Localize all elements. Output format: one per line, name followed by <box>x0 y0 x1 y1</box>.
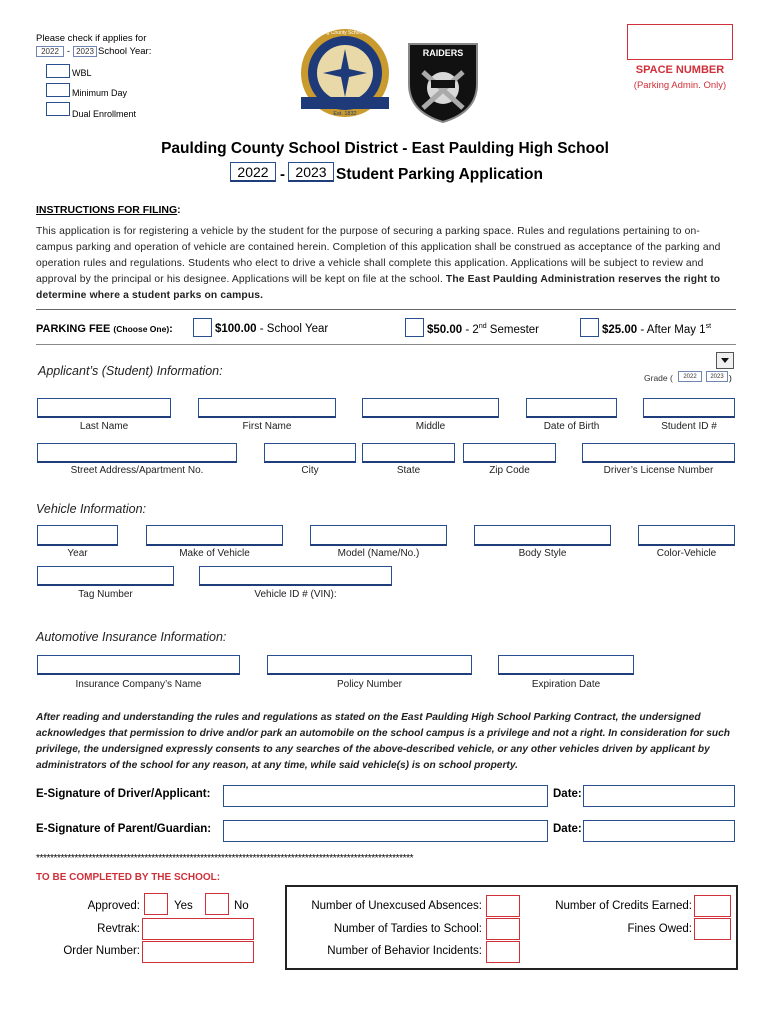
grade-dropdown[interactable] <box>716 352 734 369</box>
middle-name-field[interactable] <box>362 398 499 418</box>
tardies-field[interactable] <box>486 918 520 940</box>
state-field[interactable] <box>362 443 455 463</box>
first-name-field[interactable] <box>198 398 336 418</box>
driver-date-field[interactable] <box>583 785 735 807</box>
approved-no-checkbox[interactable] <box>205 893 229 915</box>
school-year-checks <box>36 33 216 123</box>
title-year-sep: - <box>280 166 285 183</box>
title-subtitle: Student Parking Application <box>336 166 543 183</box>
fee-option-2 <box>427 323 539 336</box>
fines-field[interactable] <box>694 918 731 940</box>
absences-field[interactable] <box>486 895 520 917</box>
middle-label: Middle <box>415 421 446 432</box>
drivers-license-field[interactable] <box>582 443 735 463</box>
city-label: City <box>301 465 319 476</box>
zip-code-field[interactable] <box>463 443 556 463</box>
policy-number-label: Policy Number <box>336 679 403 690</box>
wbl-label: WBL <box>72 68 92 78</box>
insurance-company-label: Insurance Company’s Name <box>75 679 202 690</box>
absences-label: Number of Unexcused Absences: <box>311 900 482 912</box>
street-address-label: Street Address/Apartment No. <box>70 465 204 476</box>
expiration-date-field[interactable] <box>498 655 634 675</box>
title-year-start-field[interactable]: 2022 <box>230 162 276 182</box>
body-style-field[interactable] <box>474 525 611 546</box>
instructions-body <box>36 224 736 304</box>
first-name-label: First Name <box>242 421 292 432</box>
divider-line-1 <box>36 309 736 310</box>
vehicle-model-label: Model (Name/No.) <box>337 548 420 559</box>
minimum-day-label: Minimum Day <box>72 88 128 98</box>
grade-year-2[interactable]: 2023 <box>706 371 728 382</box>
instructions-bold-text: The East Paulding Administration reserves the right to determine where a student parks on campus. <box>36 274 721 301</box>
last-name-field[interactable] <box>37 398 171 418</box>
behavior-field[interactable] <box>486 941 520 963</box>
grade-label-text: Grade ( <box>644 373 673 383</box>
student-id-label: Student ID # <box>661 421 717 432</box>
tag-number-field[interactable] <box>37 566 174 586</box>
vehicle-year-field[interactable] <box>37 525 118 546</box>
fee-1-text: - School Year <box>256 323 329 335</box>
space-number-field[interactable] <box>627 24 733 60</box>
vehicle-year-label: Year <box>67 548 88 559</box>
parent-date-label: Date: <box>553 823 582 835</box>
year-end-field[interactable]: 2023 <box>73 46 97 57</box>
tardies-label: Number of Tardies to School: <box>333 923 482 935</box>
fee-school-year-checkbox[interactable] <box>193 318 212 337</box>
parent-date-field[interactable] <box>583 820 735 842</box>
chevron-down-icon <box>717 353 733 368</box>
dual-enrollment-checkbox[interactable] <box>46 102 70 116</box>
title-year-end-field[interactable]: 2023 <box>288 162 334 182</box>
insurance-section-title: Automotive Insurance Information: <box>36 630 227 644</box>
revtrak-label: Revtrak: <box>97 923 140 935</box>
wbl-checkbox[interactable] <box>46 64 70 78</box>
body-style-label: Body Style <box>518 548 567 559</box>
asterisk-divider: ************************************************************************************************************ <box>36 853 414 864</box>
parking-fee-label <box>36 323 173 335</box>
vehicle-color-label: Color-Vehicle <box>656 548 717 559</box>
vehicle-section-title: Vehicle Information: <box>36 502 147 516</box>
driver-signature-label: E-Signature of Driver/Applicant: <box>36 788 211 800</box>
fee-3-amount: $25.00 <box>602 323 638 336</box>
minimum-day-checkbox[interactable] <box>46 83 70 97</box>
school-section-heading: TO BE COMPLETED BY THE SCHOOL: <box>36 872 221 883</box>
street-address-field[interactable] <box>37 443 237 463</box>
fee-choose-text: (Choose One) <box>113 324 170 334</box>
grade-close: ) <box>729 373 732 383</box>
school-year-label: School Year: <box>98 46 152 57</box>
insurance-company-field[interactable] <box>37 655 240 675</box>
behavior-label: Number of Behavior Incidents: <box>327 945 482 957</box>
grade-year-1[interactable]: 2022 <box>678 371 702 382</box>
student-id-field[interactable] <box>643 398 735 418</box>
driver-date-label: Date: <box>553 788 582 800</box>
order-number-label: Order Number: <box>63 945 140 957</box>
credits-field[interactable] <box>694 895 731 917</box>
page-title: Paulding County School District - East Paulding High School <box>161 140 609 157</box>
fines-label: Fines Owed: <box>627 923 692 935</box>
approved-label: Approved: <box>87 900 140 912</box>
vin-label: Vehicle ID # (VIN): <box>254 589 337 600</box>
divider-line-2 <box>36 344 736 345</box>
zip-code-label: Zip Code <box>489 465 530 476</box>
vehicle-make-field[interactable] <box>146 525 283 546</box>
fee-2-tail: Semester <box>486 323 540 336</box>
fee-1-amount: $100.00 <box>215 323 257 335</box>
space-number-label: SPACE NUMBER <box>635 64 725 76</box>
revtrak-field[interactable] <box>142 918 254 940</box>
vin-field[interactable] <box>199 566 392 586</box>
tag-number-label: Tag Number <box>78 589 133 600</box>
vehicle-color-field[interactable] <box>638 525 735 546</box>
instructions-heading <box>36 204 181 216</box>
approved-yes-checkbox[interactable] <box>144 893 168 915</box>
fee-2-text: - 2 <box>462 323 479 336</box>
dual-enrollment-label: Dual Enrollment <box>72 109 137 119</box>
city-field[interactable] <box>264 443 356 463</box>
grade-label <box>644 373 673 383</box>
expiration-date-label: Expiration Date <box>531 679 601 690</box>
credits-label: Number of Credits Earned: <box>555 900 692 912</box>
seal-motto: Est. 1832 <box>333 111 357 117</box>
space-number-sub: (Parking Admin. Only) <box>633 80 727 91</box>
fee-option-3 <box>602 323 711 336</box>
fee-semester-checkbox[interactable] <box>405 318 424 337</box>
year-sep: - <box>67 46 70 56</box>
drivers-license-label: Driver’s License Number <box>603 465 714 476</box>
parent-signature-field[interactable] <box>223 820 548 842</box>
fee-colon: : <box>169 323 173 335</box>
raiders-logo <box>405 38 481 124</box>
policy-number-field[interactable] <box>267 655 472 675</box>
fee-label-text: PARKING FEE <box>36 323 111 335</box>
vehicle-model-field[interactable] <box>310 525 447 546</box>
applicant-section-title: Applicant’s (Student) Information: <box>38 364 223 378</box>
year-start-field[interactable]: 2022 <box>36 46 64 57</box>
parent-signature-label: E-Signature of Parent/Guardian: <box>36 823 212 835</box>
district-seal-logo <box>295 27 395 122</box>
state-label: State <box>396 465 421 476</box>
agreement-text: After reading and understanding the rules and regulations as stated on the East Paulding High School Parking Contract, the undersigned acknowledges that permission to drive and/or park an automobile on the school campus is a privilege and not a right. In consideration for such privilege, the undersigned expressly consents to any searches of the above-described vehicle, or any other vehicles driven by applicant by administrators of the school for any reason, at any time, while said vehicle(s) is on school property. <box>36 712 731 771</box>
instructions-heading-text: INSTRUCTIONS FOR FILING <box>36 204 178 216</box>
fee-after-may-checkbox[interactable] <box>580 318 599 337</box>
check-title: Please check if applies for <box>36 33 147 44</box>
last-name-label: Last Name <box>79 421 129 432</box>
fee-option-1 <box>215 323 328 335</box>
approved-no-label: No <box>234 900 249 912</box>
date-of-birth-field[interactable] <box>526 398 617 418</box>
seal-text: Paulding County School District <box>309 30 381 36</box>
order-number-field[interactable] <box>142 941 254 963</box>
dob-label: Date of Birth <box>543 421 600 432</box>
instructions-colon: : <box>177 204 181 216</box>
vehicle-make-label: Make of Vehicle <box>179 548 250 559</box>
instructions-body-text: This application is for registering a vehicle by the student for the purpose of securing a parking space. Rules and regulations pertaining to on-campus parking and operation of vehicle are contained herein. Completion of this application shall be construed as acceptance of the parking and operation rules and regulations. Students who elect to drive a vehicle shall complete this application. Applications will be subject to review and approval by the principal or his designee. Applications will be kept on file at the school. <box>36 226 721 285</box>
approved-yes-label: Yes <box>174 900 193 912</box>
fee-3-text: - After May 1 <box>637 323 706 336</box>
title-year-row <box>230 162 550 188</box>
fee-2-sup: nd <box>478 323 487 330</box>
driver-signature-field[interactable] <box>223 785 548 807</box>
raiders-text: RAIDERS <box>422 48 464 58</box>
fee-2-amount: $50.00 <box>427 323 463 336</box>
fee-3-sup: st <box>705 323 712 330</box>
